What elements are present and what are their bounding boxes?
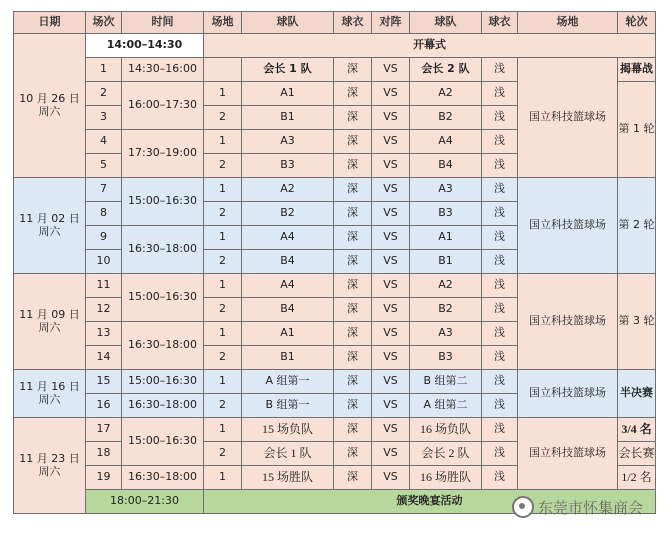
jersey-a: 深 <box>334 394 372 418</box>
match-no: 16 <box>86 394 122 418</box>
court-cell: 1 <box>204 418 242 442</box>
jersey-b: 浅 <box>482 370 518 394</box>
vs-cell: VS <box>372 442 410 466</box>
vs-cell: VS <box>372 130 410 154</box>
jersey-a: 深 <box>334 106 372 130</box>
team-a: B3 <box>242 154 334 178</box>
team-b: B3 <box>410 346 482 370</box>
team-a: B 组第一 <box>242 394 334 418</box>
jersey-b: 浅 <box>482 346 518 370</box>
team-b: B2 <box>410 298 482 322</box>
date-text: 11 月 23 日 <box>19 451 80 465</box>
vs-cell: VS <box>372 370 410 394</box>
jersey-a: 深 <box>334 58 372 82</box>
court-cell: 2 <box>204 298 242 322</box>
court-cell: 2 <box>204 346 242 370</box>
team-b: A3 <box>410 178 482 202</box>
jersey-b: 浅 <box>482 178 518 202</box>
round-cell: 会长赛 <box>618 442 656 466</box>
jersey-a: 深 <box>334 250 372 274</box>
team-a: 15 场负队 <box>242 418 334 442</box>
round-cell: 第 1 轮 <box>618 82 656 178</box>
jersey-b: 浅 <box>482 154 518 178</box>
time-slot: 16:30–18:00 <box>122 466 204 490</box>
team-b: A3 <box>410 322 482 346</box>
match-no: 3 <box>86 106 122 130</box>
round-cell: 1/2 名 <box>618 466 656 490</box>
match-no: 10 <box>86 250 122 274</box>
time-slot: 15:00–16:30 <box>122 370 204 394</box>
jersey-b: 浅 <box>482 298 518 322</box>
match-no: 7 <box>86 178 122 202</box>
match-no: 15 <box>86 370 122 394</box>
team-b: B3 <box>410 202 482 226</box>
weekday-text: 周六 <box>38 104 61 118</box>
court-cell: 1 <box>204 322 242 346</box>
weekday-text: 周六 <box>38 464 61 478</box>
round-cell: 半决赛 <box>618 370 656 418</box>
match-no: 8 <box>86 202 122 226</box>
header-time: 时间 <box>122 12 204 34</box>
team-a: A2 <box>242 178 334 202</box>
jersey-a: 深 <box>334 226 372 250</box>
vs-cell: VS <box>372 298 410 322</box>
court-cell: 1 <box>204 466 242 490</box>
time-slot: 15:00–16:30 <box>122 274 204 322</box>
venue-cell: 国立科技篮球场 <box>518 370 618 418</box>
team-b: 会长 2 队 <box>410 442 482 466</box>
court-cell: 2 <box>204 250 242 274</box>
weekday-text: 周六 <box>38 320 61 334</box>
vs-cell: VS <box>372 346 410 370</box>
match-no: 4 <box>86 130 122 154</box>
date-text: 10 月 26 日 <box>19 91 80 105</box>
header-team: 球队 <box>242 12 334 34</box>
jersey-b: 浅 <box>482 202 518 226</box>
header-date: 日期 <box>14 12 86 34</box>
weekday-text: 周六 <box>38 392 61 406</box>
time-slot: 16:30–18:00 <box>122 226 204 274</box>
jersey-b: 浅 <box>482 106 518 130</box>
team-b: A2 <box>410 82 482 106</box>
team-b: A2 <box>410 274 482 298</box>
court-cell: 2 <box>204 154 242 178</box>
header-row <box>14 12 656 34</box>
round-cell: 揭幕战 <box>618 58 656 82</box>
watermark-text: 东莞市怀集商会 <box>538 498 644 517</box>
jersey-a: 深 <box>334 370 372 394</box>
jersey-a: 深 <box>334 130 372 154</box>
match-no: 19 <box>86 466 122 490</box>
vs-cell: VS <box>372 418 410 442</box>
header-court: 场地 <box>204 12 242 34</box>
match-no: 11 <box>86 274 122 298</box>
jersey-b: 浅 <box>482 322 518 346</box>
time-slot: 15:00–16:30 <box>122 418 204 466</box>
jersey-a: 深 <box>334 466 372 490</box>
court-cell: 1 <box>204 178 242 202</box>
team-a: 会长 1 队 <box>242 442 334 466</box>
team-a: A1 <box>242 82 334 106</box>
closing-label: 颁奖晚宴活动 <box>204 490 656 514</box>
match-no: 13 <box>86 322 122 346</box>
jersey-b: 浅 <box>482 274 518 298</box>
team-a: B1 <box>242 346 334 370</box>
match-no: 12 <box>86 298 122 322</box>
vs-cell: VS <box>372 466 410 490</box>
match-no: 2 <box>86 82 122 106</box>
date-cell <box>14 370 86 418</box>
team-b: 会长 2 队 <box>410 58 482 82</box>
venue-cell: 国立科技篮球场 <box>518 58 618 178</box>
team-a: A 组第一 <box>242 370 334 394</box>
team-a: B4 <box>242 250 334 274</box>
match-row <box>14 370 656 394</box>
vs-cell: VS <box>372 274 410 298</box>
team-b: B1 <box>410 250 482 274</box>
jersey-a: 深 <box>334 202 372 226</box>
weekday-text: 周六 <box>38 224 61 238</box>
jersey-a: 深 <box>334 418 372 442</box>
team-b: 16 场负队 <box>410 418 482 442</box>
court-cell: 1 <box>204 82 242 106</box>
vs-cell: VS <box>372 154 410 178</box>
header-venue: 场地 <box>518 12 618 34</box>
header-round: 轮次 <box>618 12 656 34</box>
court-cell: 2 <box>204 106 242 130</box>
team-a: A4 <box>242 274 334 298</box>
team-a: 会长 1 队 <box>242 58 334 82</box>
match-no: 18 <box>86 442 122 466</box>
court-cell: 2 <box>204 202 242 226</box>
vs-cell: VS <box>372 322 410 346</box>
match-row <box>14 418 656 442</box>
jersey-b: 浅 <box>482 226 518 250</box>
date-cell <box>14 274 86 370</box>
jersey-b: 浅 <box>482 130 518 154</box>
match-no: 1 <box>86 58 122 82</box>
header-team2: 球队 <box>410 12 482 34</box>
match-no: 17 <box>86 418 122 442</box>
venue-cell: 国立科技篮球场 <box>518 274 618 370</box>
vs-cell: VS <box>372 58 410 82</box>
match-row <box>14 58 656 82</box>
vs-cell: VS <box>372 106 410 130</box>
header-jersey: 球衣 <box>334 12 372 34</box>
jersey-b: 浅 <box>482 442 518 466</box>
team-b: A1 <box>410 226 482 250</box>
court-cell: 1 <box>204 226 242 250</box>
time-slot: 16:30–18:00 <box>122 394 204 418</box>
time-slot: 17:30–19:00 <box>122 130 204 178</box>
vs-cell: VS <box>372 250 410 274</box>
date-text: 11 月 02 日 <box>19 211 80 225</box>
jersey-b: 浅 <box>482 418 518 442</box>
team-b: A4 <box>410 130 482 154</box>
closing-time: 18:00–21:30 <box>86 490 204 514</box>
vs-cell: VS <box>372 202 410 226</box>
schedule-table <box>13 11 656 514</box>
team-a: A3 <box>242 130 334 154</box>
date-cell <box>14 418 86 514</box>
team-a: B2 <box>242 202 334 226</box>
team-a: B1 <box>242 106 334 130</box>
team-a: B4 <box>242 298 334 322</box>
match-no: 5 <box>86 154 122 178</box>
header-jersey2: 球衣 <box>482 12 518 34</box>
jersey-a: 深 <box>334 346 372 370</box>
court-cell: 2 <box>204 442 242 466</box>
team-a: 15 场胜队 <box>242 466 334 490</box>
round-cell: 第 2 轮 <box>618 178 656 274</box>
jersey-b: 浅 <box>482 466 518 490</box>
time-slot: 16:00–17:30 <box>122 82 204 130</box>
jersey-a: 深 <box>334 178 372 202</box>
match-no: 14 <box>86 346 122 370</box>
time-slot: 15:00–16:30 <box>122 178 204 226</box>
date-text: 11 月 09 日 <box>19 307 80 321</box>
wechat-icon <box>512 496 534 518</box>
round-cell: 3/4 名 <box>618 418 656 442</box>
match-no: 9 <box>86 226 122 250</box>
venue-cell: 国立科技篮球场 <box>518 418 618 490</box>
date-cell <box>14 178 86 274</box>
watermark <box>512 494 643 520</box>
opening-label: 开幕式 <box>204 34 656 58</box>
team-a: A4 <box>242 226 334 250</box>
vs-cell: VS <box>372 82 410 106</box>
jersey-a: 深 <box>334 322 372 346</box>
jersey-a: 深 <box>334 154 372 178</box>
team-a: A1 <box>242 322 334 346</box>
jersey-b: 浅 <box>482 250 518 274</box>
vs-cell: VS <box>372 178 410 202</box>
jersey-b: 浅 <box>482 82 518 106</box>
match-row <box>14 178 656 202</box>
vs-cell: VS <box>372 394 410 418</box>
opening-row <box>14 34 656 58</box>
match-row <box>14 274 656 298</box>
jersey-a: 深 <box>334 298 372 322</box>
team-b: B4 <box>410 154 482 178</box>
date-text: 11 月 16 日 <box>19 379 80 393</box>
jersey-a: 深 <box>334 442 372 466</box>
vs-cell: VS <box>372 226 410 250</box>
court-cell: 2 <box>204 394 242 418</box>
venue-cell: 国立科技篮球场 <box>518 178 618 274</box>
jersey-b: 浅 <box>482 58 518 82</box>
header-vs: 对阵 <box>372 12 410 34</box>
time-slot: 16:30–18:00 <box>122 322 204 370</box>
round-cell: 第 3 轮 <box>618 274 656 370</box>
court-cell: 1 <box>204 274 242 298</box>
header-match: 场次 <box>86 12 122 34</box>
court-cell <box>204 58 242 82</box>
team-b: A 组第二 <box>410 394 482 418</box>
team-b: B2 <box>410 106 482 130</box>
jersey-a: 深 <box>334 82 372 106</box>
court-cell: 1 <box>204 370 242 394</box>
team-b: B 组第二 <box>410 370 482 394</box>
jersey-b: 浅 <box>482 394 518 418</box>
court-cell: 1 <box>204 130 242 154</box>
team-b: 16 场胜队 <box>410 466 482 490</box>
opening-time: 14:00–14:30 <box>86 34 204 58</box>
date-cell <box>14 34 86 178</box>
jersey-a: 深 <box>334 274 372 298</box>
time-slot: 14:30–16:00 <box>122 58 204 82</box>
